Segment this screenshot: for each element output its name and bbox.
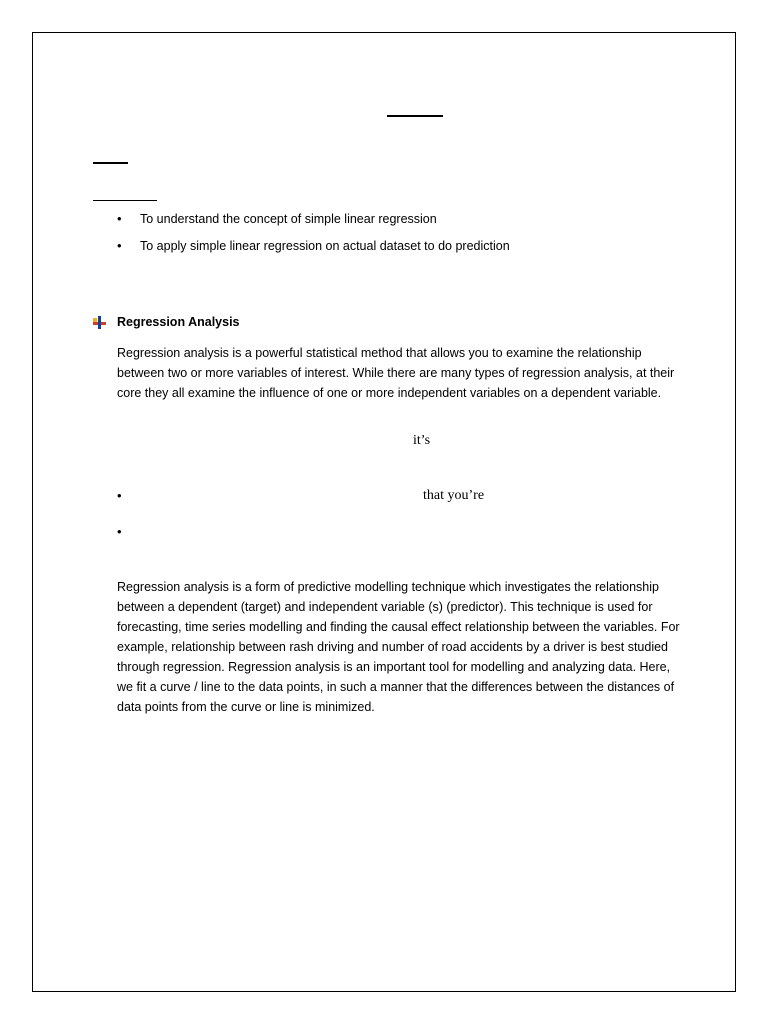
objectives-list <box>117 211 697 254</box>
section-heading <box>93 315 240 329</box>
text-fragment: that you’re <box>423 488 485 503</box>
objective-text: To apply simple linear regression on actual dataset to do prediction <box>140 239 510 253</box>
bullet-icon: • <box>117 524 122 539</box>
objectives-underline <box>93 200 157 201</box>
section-heading-text: Regression Analysis <box>117 315 240 329</box>
intro-paragraph: Regression analysis is a powerful statistical method that allows you to examine the relationship between two or more variables of interest. While there are many types of regression analysis, at their core they all examine the influence of one or more independent variables on a dependent variable. <box>117 346 675 400</box>
objective-text: To understand the concept of simple linear regression <box>140 212 437 226</box>
body-paragraph: Regression analysis is a form of predictive modelling technique which investigates the relationship between a dependent (target) and independent variable (s) (predictor). This technique is used for forecasting, time series modelling and finding the causal effect relationship between the variables. For example, relationship between rash driving and number of road accidents by a driver is best studied through regression. Regression analysis is an important tool for modelling and analyzing data. Here, we fit a curve / line to the data points, in such a manner that the differences between the distances of data points from the curve or line is minimized. <box>117 580 680 714</box>
document-page <box>32 32 736 992</box>
title-underline <box>387 115 443 117</box>
four-color-bullet-icon <box>93 316 106 329</box>
list-item <box>117 211 697 227</box>
bullet-icon: • <box>117 238 122 253</box>
bullet-icon: • <box>117 488 122 503</box>
list-item <box>117 238 697 254</box>
bullet-icon: • <box>117 211 122 226</box>
subtitle-underline <box>93 162 128 164</box>
text-fragment: it’s <box>413 433 431 448</box>
